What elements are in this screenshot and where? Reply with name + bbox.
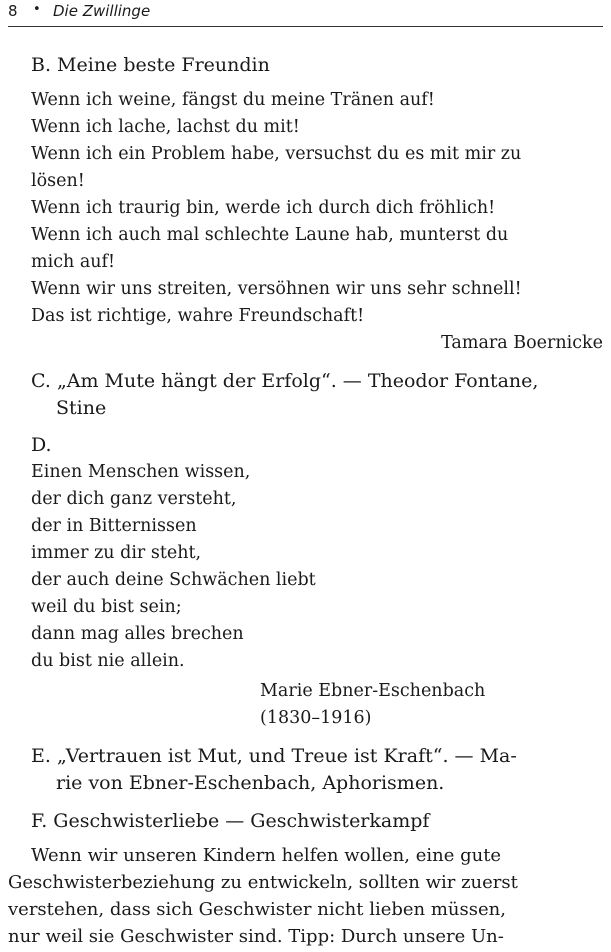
poem-line: der dich ganz versteht,	[31, 489, 237, 509]
poem-line: der in Bitternissen	[31, 516, 197, 536]
running-title: Die Zwillinge	[53, 2, 151, 20]
poem-line: weil du bist sein;	[31, 597, 182, 617]
page-number: 8	[8, 2, 18, 20]
section-b-line: Wenn wir uns streiten, versöhnen wir uns sehr schnell!	[31, 279, 522, 299]
poem-line: der auch deine Schwächen liebt	[31, 570, 316, 590]
section-b-line: Wenn ich auch mal schlechte Laune hab, munterst du	[31, 225, 509, 245]
section-b-author: Tamara Boernicke	[441, 333, 603, 353]
section-d-heading: D.	[31, 434, 52, 456]
section-e-line: E. „Vertrauen ist Mut, und Treue ist Kraft“. — Ma-	[31, 745, 517, 767]
paragraph-line: Wenn wir unseren Kindern helfen wollen, eine gute	[31, 845, 502, 866]
section-b-line: Das ist richtige, wahre Freundschaft!	[31, 306, 365, 326]
section-b-line: lösen!	[31, 171, 85, 191]
paragraph-line: verstehen, dass sich Geschwister nicht lieben müssen,	[8, 899, 506, 920]
section-f-heading: F. Geschwisterliebe — Geschwisterkampf	[31, 810, 430, 832]
section-b-line: mich auf!	[31, 252, 116, 272]
poem-line: du bist nie allein.	[31, 651, 185, 671]
section-b-line: Wenn ich traurig bin, werde ich durch dich fröhlich!	[31, 198, 496, 218]
section-c-line: C. „Am Mute hängt der Erfolg“. — Theodor Fontane,	[31, 370, 539, 392]
running-header	[8, 0, 603, 27]
section-b-line: Wenn ich lache, lachst du mit!	[31, 117, 300, 137]
paragraph-line: Geschwisterbeziehung zu entwickeln, sollten wir zuerst	[8, 872, 518, 893]
section-c-line: Stine	[56, 397, 107, 419]
section-d-years: (1830–1916)	[260, 708, 372, 728]
paragraph-line: nur weil sie Geschwister sind. Tipp: Durch unsere Un-	[8, 926, 504, 947]
section-d-author: Marie Ebner-Eschenbach	[260, 681, 486, 701]
section-b-line: Wenn ich weine, fängst du meine Tränen auf!	[31, 90, 435, 110]
header-bullet: •	[33, 2, 41, 17]
section-b-heading: B. Meine beste Freundin	[31, 54, 270, 76]
poem-line: immer zu dir steht,	[31, 543, 202, 563]
poem-line: dann mag alles brechen	[31, 624, 244, 644]
poem-line: Einen Menschen wissen,	[31, 462, 251, 482]
section-e-line: rie von Ebner-Eschenbach, Aphorismen.	[56, 772, 445, 794]
section-b-line: Wenn ich ein Problem habe, versuchst du es mit mir zu	[31, 144, 522, 164]
